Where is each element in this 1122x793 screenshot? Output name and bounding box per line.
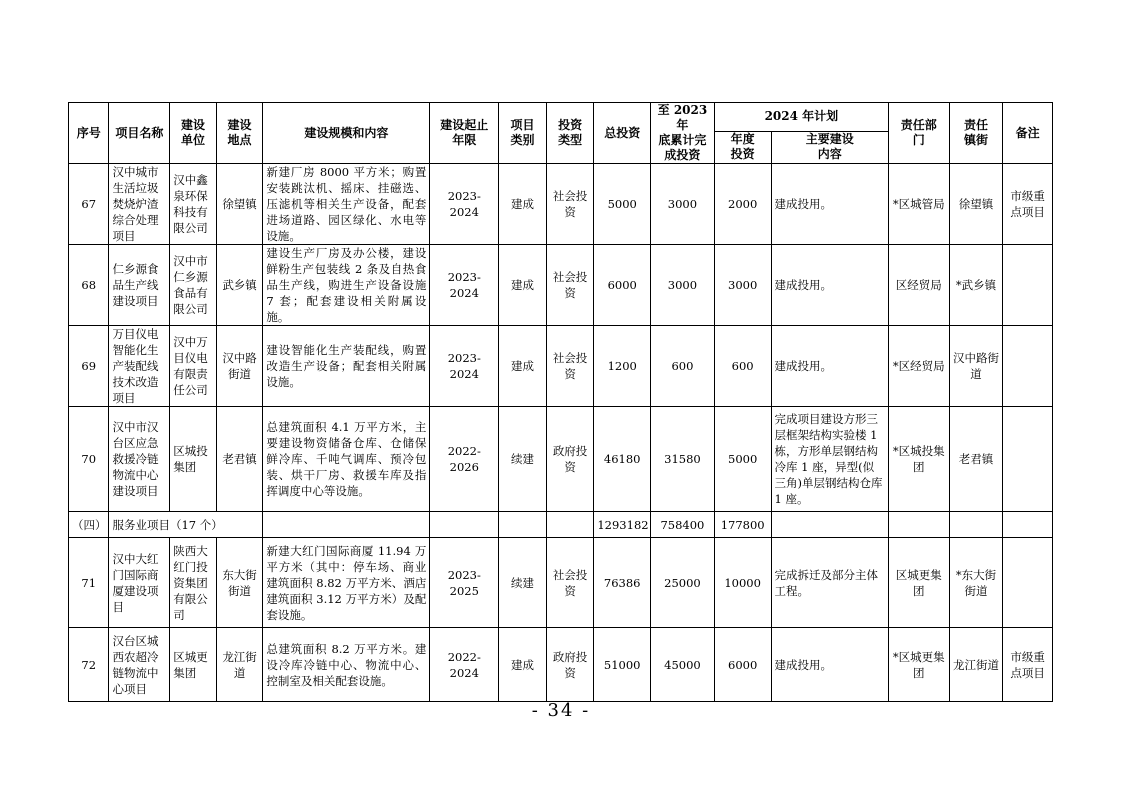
section-row bbox=[69, 512, 1053, 538]
project-table bbox=[68, 102, 1053, 702]
cell-seq: 67 bbox=[69, 164, 109, 245]
cell-period: 2023-2024 bbox=[430, 164, 499, 245]
cell-inv-type: 社会投资 bbox=[546, 245, 594, 326]
cell-remark bbox=[1003, 407, 1053, 512]
cell-name: 汉中大红门国际商厦建设项目 bbox=[109, 538, 170, 628]
header-dept: 责任部 门 bbox=[888, 103, 949, 164]
cell-content: 建成投用。 bbox=[771, 245, 888, 326]
header-name: 项目名称 bbox=[109, 103, 170, 164]
cell-scale: 总建筑面积 4.1 万平方米，主要建设物资储备仓库、仓储保鲜冷库、千吨气调库、预冷包装、烘干厂房、救援车库及指挥调度中心等设施。 bbox=[263, 407, 430, 512]
cell-content: 建成投用。 bbox=[771, 164, 888, 245]
cell-dept: *区城管局 bbox=[888, 164, 949, 245]
cell-remark bbox=[1003, 538, 1053, 628]
cell-name: 万目仪电智能化生产装配线技术改造项目 bbox=[109, 326, 170, 407]
header-town: 责任 镇街 bbox=[949, 103, 1003, 164]
cell-town: 老君镇 bbox=[949, 407, 1003, 512]
cell-unit: 陕西大红门投资集团有限公司 bbox=[170, 538, 217, 628]
cell-content: 建成投用。 bbox=[771, 628, 888, 702]
cell-location: 汉中路街道 bbox=[216, 326, 263, 407]
cell-scale: 建设生产厂房及办公楼，建设鲜粉生产包装线 2 条及自热食品生产线，购进生产设备设施 7 套；配套建设相关附属设施。 bbox=[263, 245, 430, 326]
header-row-1 bbox=[69, 103, 1053, 132]
cell-total: 76386 bbox=[594, 538, 651, 628]
table-row bbox=[69, 326, 1053, 407]
header-unit: 建设 单位 bbox=[170, 103, 217, 164]
cell-unit: 汉中鑫泉环保科技有限公司 bbox=[170, 164, 217, 245]
header-scale: 建设规模和内容 bbox=[263, 103, 430, 164]
cell-seq: 68 bbox=[69, 245, 109, 326]
cell-scale: 建设智能化生产装配线，购置改造生产设备；配套相关附属设施。 bbox=[263, 326, 430, 407]
cell-category: 建成 bbox=[499, 164, 547, 245]
cell-name: 汉台区城西农超冷链物流中心项目 bbox=[109, 628, 170, 702]
header-total: 总投资 bbox=[594, 103, 651, 164]
cell-dept: 区城更集团 bbox=[888, 538, 949, 628]
cell-inv-type: 社会投资 bbox=[546, 164, 594, 245]
cell-seq: 72 bbox=[69, 628, 109, 702]
cell-annual: 3000 bbox=[714, 245, 771, 326]
cell-remark: 市级重点项目 bbox=[1003, 164, 1053, 245]
cell-unit: 区城更集团 bbox=[170, 628, 217, 702]
page-number: - 34 - bbox=[531, 700, 591, 721]
cell-remark bbox=[1003, 245, 1053, 326]
cell-annual: 5000 bbox=[714, 407, 771, 512]
cell-cum2023: 25000 bbox=[651, 538, 715, 628]
cell-category: 续建 bbox=[499, 538, 547, 628]
cell-scale: 新建厂房 8000 平方米；购置安装跳汰机、摇床、挂磁选、压滤机等相关生产设备，配套进场道路、园区绿化、水电等设施。 bbox=[263, 164, 430, 245]
table-row bbox=[69, 245, 1053, 326]
section-cum2023: 758400 bbox=[651, 512, 715, 538]
cell-inv-type: 社会投资 bbox=[546, 538, 594, 628]
cell-scale: 总建筑面积 8.2 万平方米。建设冷库冷链中心、物流中心、控制室及相关配套设施。 bbox=[263, 628, 430, 702]
cell-dept: 区经贸局 bbox=[888, 245, 949, 326]
cell-town: *东大街街道 bbox=[949, 538, 1003, 628]
header-remark: 备注 bbox=[1003, 103, 1053, 164]
cell-town: 汉中路街道 bbox=[949, 326, 1003, 407]
cell-dept: *区城投集团 bbox=[888, 407, 949, 512]
cell-location: 东大街街道 bbox=[216, 538, 263, 628]
cell-content: 完成项目建设方形三层框架结构实验楼 1 栋，方形单层钢结构冷库 1 座，异型(似三角)单层钢结构仓库 1 座。 bbox=[771, 407, 888, 512]
table-row bbox=[69, 164, 1053, 245]
section-total: 1293182 bbox=[594, 512, 651, 538]
cell-cum2023: 600 bbox=[651, 326, 715, 407]
cell-content: 完成拆迁及部分主体工程。 bbox=[771, 538, 888, 628]
cell-seq: 70 bbox=[69, 407, 109, 512]
section-seq: （四） bbox=[69, 512, 109, 538]
cell-remark: 市级重点项目 bbox=[1003, 628, 1053, 702]
table-row bbox=[69, 628, 1053, 702]
cell-dept: *区经贸局 bbox=[888, 326, 949, 407]
cell-location: 徐望镇 bbox=[216, 164, 263, 245]
cell-total: 1200 bbox=[594, 326, 651, 407]
cell-dept: *区城更集团 bbox=[888, 628, 949, 702]
cell-unit: 汉中市仁乡源食品有限公司 bbox=[170, 245, 217, 326]
cell-annual: 6000 bbox=[714, 628, 771, 702]
section-annual: 177800 bbox=[714, 512, 771, 538]
cell-scale: 新建大红门国际商厦 11.94 万平方米（其中：停车场、商业建筑面积 8.82 万平方米、酒店建筑面积 3.12 万平方米）及配套设施。 bbox=[263, 538, 430, 628]
cell-total: 6000 bbox=[594, 245, 651, 326]
header-seq: 序号 bbox=[69, 103, 109, 164]
cell-name: 汉中城市生活垃圾焚烧炉渣综合处理项目 bbox=[109, 164, 170, 245]
cell-unit: 区城投集团 bbox=[170, 407, 217, 512]
cell-period: 2023-2024 bbox=[430, 245, 499, 326]
cell-period: 2022-2026 bbox=[430, 407, 499, 512]
cell-content: 建成投用。 bbox=[771, 326, 888, 407]
cell-annual: 600 bbox=[714, 326, 771, 407]
cell-town: *武乡镇 bbox=[949, 245, 1003, 326]
cell-period: 2022-2024 bbox=[430, 628, 499, 702]
cell-annual: 2000 bbox=[714, 164, 771, 245]
cell-cum2023: 3000 bbox=[651, 245, 715, 326]
cell-seq: 69 bbox=[69, 326, 109, 407]
table-row bbox=[69, 538, 1053, 628]
cell-category: 续建 bbox=[499, 407, 547, 512]
cell-name: 仁乡源食品生产线建设项目 bbox=[109, 245, 170, 326]
table-row bbox=[69, 407, 1053, 512]
header-period: 建设起止 年限 bbox=[430, 103, 499, 164]
cell-town: 龙江街道 bbox=[949, 628, 1003, 702]
cell-inv-type: 社会投资 bbox=[546, 326, 594, 407]
cell-category: 建成 bbox=[499, 628, 547, 702]
cell-total: 51000 bbox=[594, 628, 651, 702]
cell-location: 武乡镇 bbox=[216, 245, 263, 326]
section-name: 服务业项目（17 个） bbox=[109, 512, 263, 538]
cell-town: 徐望镇 bbox=[949, 164, 1003, 245]
header-cum2023: 至 2023 年 底累计完 成投资 bbox=[651, 103, 715, 164]
header-plan2024: 2024 年计划 bbox=[714, 103, 888, 132]
cell-seq: 71 bbox=[69, 538, 109, 628]
cell-category: 建成 bbox=[499, 326, 547, 407]
cell-cum2023: 45000 bbox=[651, 628, 715, 702]
cell-total: 5000 bbox=[594, 164, 651, 245]
header-inv-type: 投资 类型 bbox=[546, 103, 594, 164]
cell-cum2023: 31580 bbox=[651, 407, 715, 512]
cell-unit: 汉中万目仪电有限责任公司 bbox=[170, 326, 217, 407]
cell-location: 龙江街道 bbox=[216, 628, 263, 702]
cell-name: 汉中市汉台区应急救援冷链物流中心建设项目 bbox=[109, 407, 170, 512]
cell-period: 2023-2025 bbox=[430, 538, 499, 628]
cell-period: 2023-2024 bbox=[430, 326, 499, 407]
cell-remark bbox=[1003, 326, 1053, 407]
cell-location: 老君镇 bbox=[216, 407, 263, 512]
cell-annual: 10000 bbox=[714, 538, 771, 628]
header-category: 项目 类别 bbox=[499, 103, 547, 164]
cell-inv-type: 政府投资 bbox=[546, 407, 594, 512]
cell-total: 46180 bbox=[594, 407, 651, 512]
cell-category: 建成 bbox=[499, 245, 547, 326]
header-location: 建设 地点 bbox=[216, 103, 263, 164]
cell-inv-type: 政府投资 bbox=[546, 628, 594, 702]
cell-cum2023: 3000 bbox=[651, 164, 715, 245]
header-main-content: 主要建设 内容 bbox=[771, 131, 888, 163]
header-annual: 年度 投资 bbox=[714, 131, 771, 163]
